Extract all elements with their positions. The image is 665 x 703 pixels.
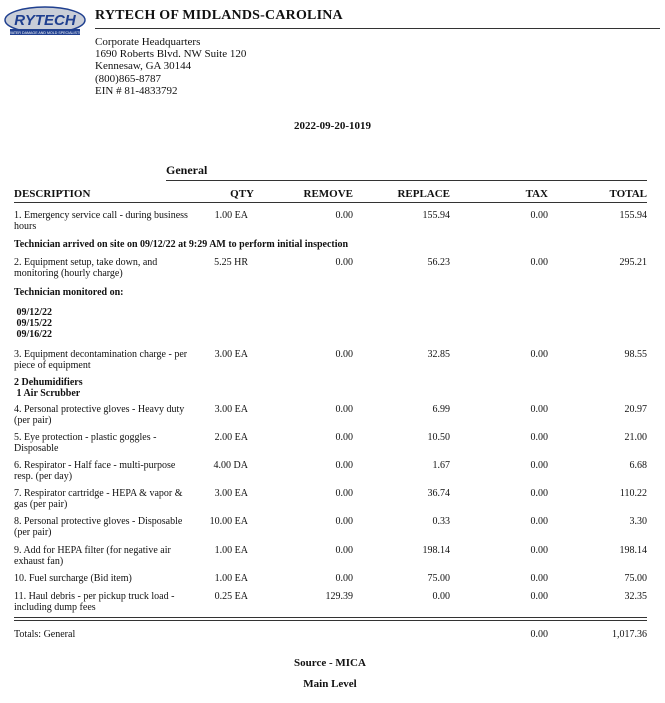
item-total: 98.55 xyxy=(624,349,647,360)
item-qty: 3.00 EA xyxy=(214,349,248,360)
section-title: General xyxy=(166,163,208,177)
item-tax: 0.00 xyxy=(530,488,548,499)
claim-number: 2022-09-20-1019 xyxy=(294,120,371,132)
totals-divider xyxy=(14,620,647,621)
item-replace: 36.74 xyxy=(427,488,450,499)
item-tax: 0.00 xyxy=(530,460,548,471)
item-description: 7. Respirator cartridge - HEPA & vapor & gas (per pair) xyxy=(14,488,183,510)
item-remove: 0.00 xyxy=(335,432,353,443)
item-remove: 129.39 xyxy=(325,591,353,602)
item-description: 11. Haul debris - per pickup truck load - including dump fees xyxy=(14,591,175,613)
item-total: 155.94 xyxy=(619,210,647,221)
item-tax: 0.00 xyxy=(530,257,548,268)
level-label: Main Level xyxy=(303,678,357,690)
address-line: 1690 Roberts Blvd. NW Suite 120 xyxy=(95,48,247,61)
company-logo xyxy=(4,6,86,36)
item-note: 2 Dehumidifiers 1 Air Scrubber xyxy=(14,377,83,399)
item-replace: 10.50 xyxy=(427,432,450,443)
item-description: 3. Equipment decontamination charge - per piece of equipment xyxy=(14,349,188,371)
company-name: RYTECH OF MIDLANDS-CAROLINA xyxy=(95,8,343,23)
item-total: 21.00 xyxy=(624,432,647,443)
item-total: 110.22 xyxy=(619,488,647,499)
item-total: 295.21 xyxy=(619,257,647,268)
item-description: 6. Respirator - Half face - multi-purpose resp. (per day) xyxy=(14,460,176,482)
item-remove: 0.00 xyxy=(335,573,353,584)
item-remove: 0.00 xyxy=(335,516,353,527)
item-qty: 1.00 EA xyxy=(214,573,248,584)
item-qty: 3.00 EA xyxy=(214,404,248,415)
ein-number: EIN # 81-4833792 xyxy=(95,84,178,97)
item-qty: 4.00 DA xyxy=(213,460,248,471)
source-label: Source - MICA xyxy=(294,657,366,669)
item-description: 10. Fuel surcharge (Bid item) xyxy=(14,573,132,584)
item-description: 4. Personal protective gloves - Heavy duty (per pair) xyxy=(14,404,185,426)
column-header-total: TOTAL xyxy=(609,188,647,200)
item-replace: 75.00 xyxy=(427,573,450,584)
logo-subtext: WATER DAMAGE AND MOLD SPECIALISTS xyxy=(8,31,82,35)
company-address xyxy=(95,36,246,97)
item-tax: 0.00 xyxy=(530,573,548,584)
address-line: Corporate Headquarters xyxy=(95,36,201,48)
item-replace: 155.94 xyxy=(422,210,450,221)
header-divider xyxy=(95,28,660,29)
item-qty: 0.25 EA xyxy=(214,591,248,602)
column-header-remove: REMOVE xyxy=(303,188,353,200)
item-note: Technician monitored on: xyxy=(14,287,124,298)
address-line: Kennesaw, GA 30144 xyxy=(95,60,192,73)
item-qty: 1.00 EA xyxy=(214,545,248,556)
item-qty: 5.25 HR xyxy=(214,257,248,268)
item-tax: 0.00 xyxy=(530,210,548,221)
totals-tax: 0.00 xyxy=(530,629,548,640)
item-remove: 0.00 xyxy=(335,404,353,415)
item-tax: 0.00 xyxy=(530,516,548,527)
totals-label: Totals: General xyxy=(14,629,76,640)
item-replace: 6.99 xyxy=(432,404,450,415)
table-header-divider xyxy=(14,202,647,203)
item-total: 198.14 xyxy=(619,545,647,556)
item-description: 1. Emergency service call - during business hours xyxy=(14,210,188,232)
item-qty: 2.00 EA xyxy=(214,432,248,443)
item-tax: 0.00 xyxy=(530,432,548,443)
item-note: Technician arrived on site on 09/12/22 at 9:29 AM to perform initial inspection xyxy=(14,239,349,250)
column-header-description: DESCRIPTION xyxy=(14,188,91,200)
item-total: 20.97 xyxy=(624,404,647,415)
item-tax: 0.00 xyxy=(530,545,548,556)
item-description: 9. Add for HEPA filter (for negative air exhaust fan) xyxy=(14,545,171,567)
item-total: 6.68 xyxy=(629,460,647,471)
item-replace: 32.85 xyxy=(427,349,450,360)
item-tax: 0.00 xyxy=(530,404,548,415)
item-qty: 1.00 EA xyxy=(214,210,248,221)
totals-divider xyxy=(14,617,647,618)
item-qty: 3.00 EA xyxy=(214,488,248,499)
item-note: 09/12/22 09/15/22 09/16/22 xyxy=(16,307,53,340)
item-replace: 198.14 xyxy=(422,545,450,556)
item-description: 5. Eye protection - plastic goggles - Disposable xyxy=(14,432,157,454)
column-header-replace: REPLACE xyxy=(397,188,450,200)
item-remove: 0.00 xyxy=(335,488,353,499)
item-description: 2. Equipment setup, take down, and monitoring (hourly charge) xyxy=(14,257,158,279)
item-qty: 10.00 EA xyxy=(209,516,248,527)
item-remove: 0.00 xyxy=(335,210,353,221)
item-tax: 0.00 xyxy=(530,591,548,602)
item-total: 75.00 xyxy=(624,573,647,584)
item-remove: 0.00 xyxy=(335,349,353,360)
item-remove: 0.00 xyxy=(335,545,353,556)
item-replace: 1.67 xyxy=(432,460,450,471)
item-remove: 0.00 xyxy=(335,257,353,268)
column-header-tax: TAX xyxy=(525,188,548,200)
section-divider xyxy=(166,180,647,181)
item-replace: 56.23 xyxy=(427,257,450,268)
item-replace: 0.00 xyxy=(432,591,450,602)
totals-total: 1,017.36 xyxy=(612,629,647,640)
item-total: 32.35 xyxy=(624,591,647,602)
column-header-qty: QTY xyxy=(230,188,254,200)
phone-number: (800)865-8787 xyxy=(95,72,161,85)
item-replace: 0.33 xyxy=(432,516,450,527)
item-total: 3.30 xyxy=(629,516,647,527)
item-description: 8. Personal protective gloves - Disposable (per pair) xyxy=(14,516,183,538)
item-remove: 0.00 xyxy=(335,460,353,471)
item-tax: 0.00 xyxy=(530,349,548,360)
logo-text: RYTECH xyxy=(14,12,76,29)
